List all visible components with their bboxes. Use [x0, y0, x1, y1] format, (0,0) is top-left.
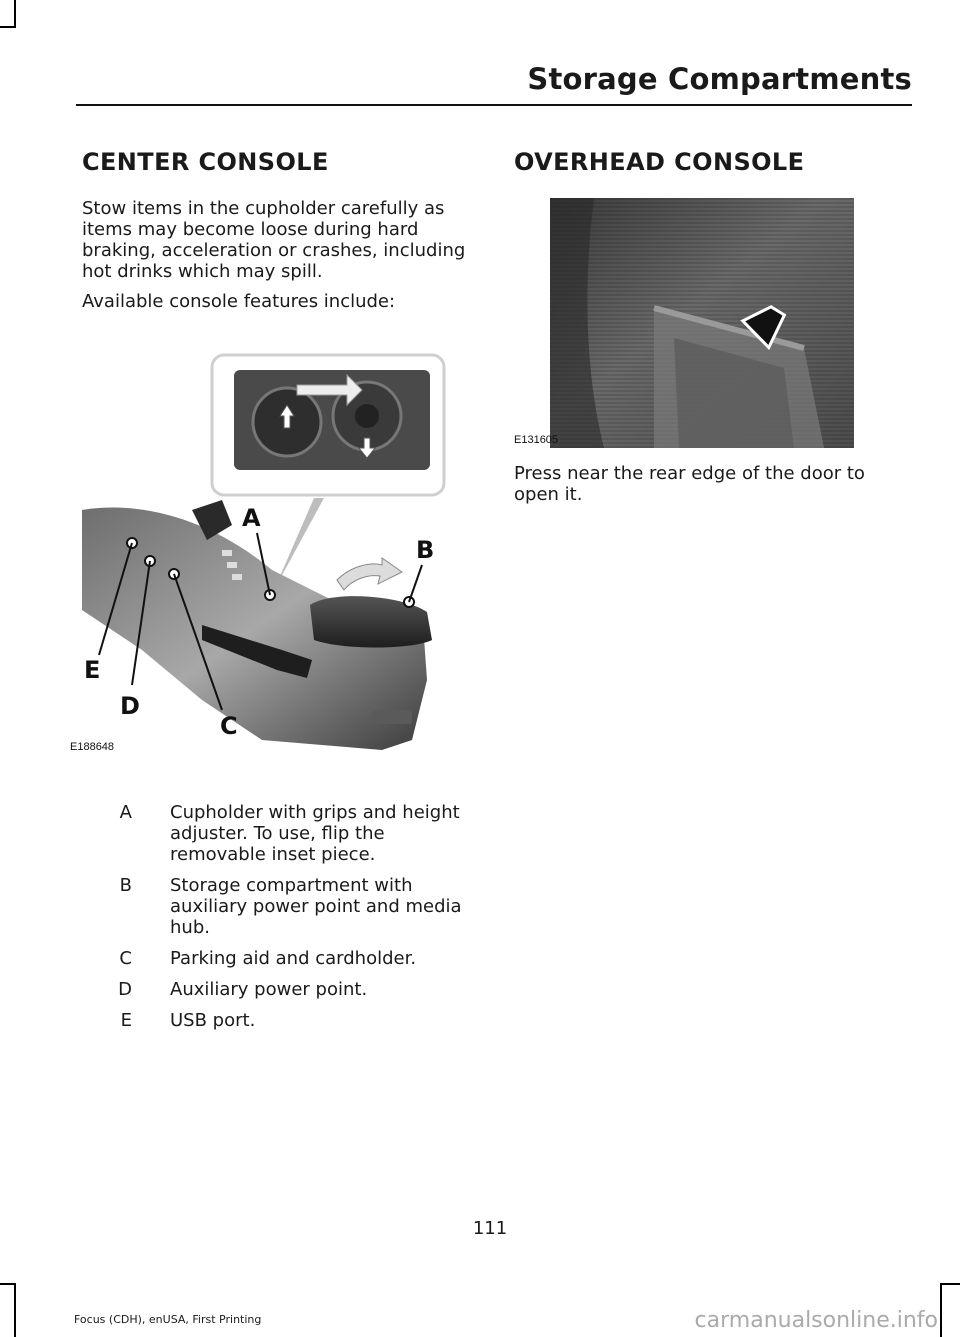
overhead-console-heading: OVERHEAD CONSOLE [514, 148, 805, 176]
callout-label-e: E [84, 656, 101, 684]
legend-text: Parking aid and cardholder. [170, 948, 417, 969]
center-console-heading: CENTER CONSOLE [82, 148, 329, 176]
feature-legend [82, 802, 482, 1041]
page-title: Storage Compartments [527, 62, 912, 96]
figure-id: E188648 [70, 741, 115, 753]
legend-item [82, 979, 482, 1000]
callout-label-a: A [242, 504, 261, 532]
figure-id: E131605 [514, 434, 559, 446]
leader-line-b [409, 565, 422, 602]
footer-text: Focus (CDH), enUSA, First Printing [74, 1313, 262, 1326]
legend-text: Auxiliary power point. [170, 979, 368, 1000]
crop-mark [940, 1283, 942, 1337]
legend-item [82, 1010, 482, 1031]
page-number: 111 [472, 1218, 508, 1239]
overhead-console-photo [514, 198, 854, 448]
legend-item [82, 875, 482, 938]
legend-text: Storage compartment with auxiliary power point and media hub. [170, 875, 462, 938]
console-features-intro: Available console features include: [82, 291, 396, 312]
legend-key: E [120, 1010, 132, 1031]
crop-mark [14, 0, 16, 26]
crop-mark [940, 1283, 960, 1285]
legend-key: B [119, 875, 132, 896]
center-console-warning-text: Stow items in the cupholder carefully as items may become loose during hard braking, acceleration or crashes, including hot drinks which may spill. [82, 198, 466, 282]
legend-text: Cupholder with grips and height adjuster. To use, flip the removable inset piece. [170, 802, 460, 865]
callout-label-b: B [416, 536, 435, 564]
legend-key: D [118, 979, 132, 1000]
legend-key: A [119, 802, 132, 823]
legend-item [82, 948, 482, 969]
watermark: carmanualsonline.info [694, 1308, 938, 1333]
callout-label-d: D [120, 692, 140, 720]
crop-mark [0, 1283, 16, 1285]
overhead-console-figure [514, 198, 854, 448]
legend-item [82, 802, 482, 865]
callout-label-c: C [220, 712, 238, 740]
overhead-console-instruction: Press near the rear edge of the door to open it. [514, 463, 865, 505]
crop-mark [14, 1283, 16, 1337]
center-console-figure [70, 350, 462, 770]
crop-mark [0, 26, 16, 28]
legend-key: C [119, 948, 132, 969]
header-rule [76, 104, 912, 106]
legend-text: USB port. [170, 1010, 256, 1031]
